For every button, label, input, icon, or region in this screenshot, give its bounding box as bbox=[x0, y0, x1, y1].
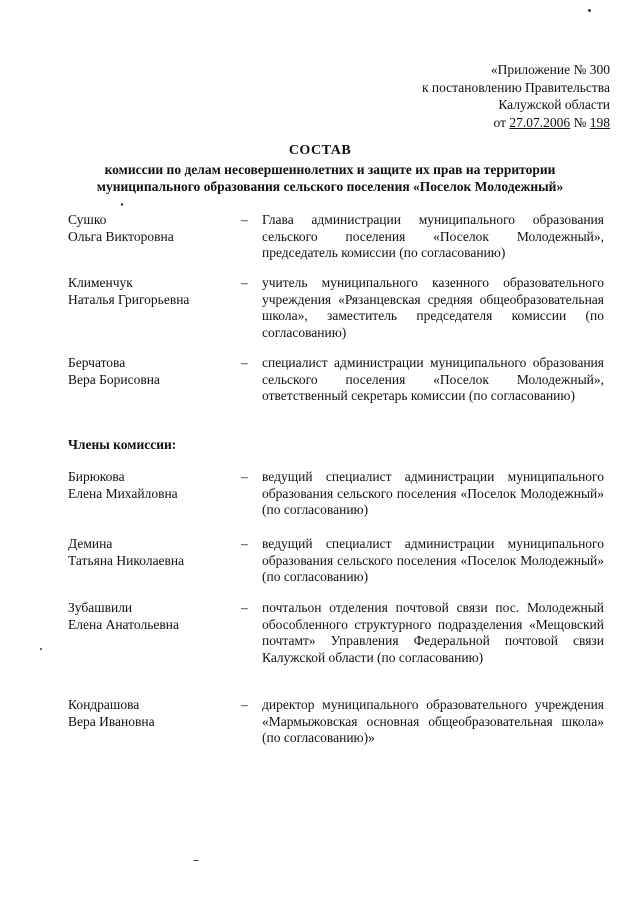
appendix-number: 198 bbox=[589, 114, 610, 130]
dash: – bbox=[241, 275, 248, 290]
given-names: Ольга Викторовна bbox=[68, 228, 174, 244]
given-names: Татьяна Николаевна bbox=[68, 552, 185, 568]
role-description: ведущий специалист администрации муниципального образования сельского поселения «Поселок Молодежный» (по согласованию) bbox=[262, 469, 604, 517]
surname: Демина bbox=[68, 536, 113, 551]
surname: Бирюкова bbox=[68, 469, 125, 484]
members-heading: Члены комиссии: bbox=[68, 437, 177, 452]
scan-speck bbox=[121, 203, 123, 206]
surname: Сушко bbox=[68, 212, 107, 227]
dash: – bbox=[241, 697, 248, 712]
person-name bbox=[68, 697, 238, 730]
given-names: Елена Анатольевна bbox=[68, 616, 179, 632]
given-names: Елена Михайловна bbox=[68, 485, 178, 501]
role-description: ведущий специалист администрации муниципального образования сельского поселения «Поселок Молодежный» (по согласованию) bbox=[262, 536, 604, 584]
date-prefix: от bbox=[493, 114, 510, 130]
person-name bbox=[68, 469, 238, 502]
appendix-block bbox=[350, 61, 610, 131]
surname: Берчатова bbox=[68, 355, 126, 370]
role-description: специалист администрации муниципального образования сельского поселения «Поселок Молодежный», ответственный секретарь комиссии (по согласованию) bbox=[262, 355, 604, 403]
document-title: СОСТАВ bbox=[288, 143, 352, 158]
role-description: Глава администрации муниципального образования сельского поселения «Поселок Молодежный», председатель комиссии (по согласованию) bbox=[262, 212, 604, 260]
person-name bbox=[68, 355, 238, 388]
surname: Зубашвили bbox=[68, 600, 133, 615]
given-names: Вера Борисовна bbox=[68, 371, 160, 387]
dash: – bbox=[241, 600, 248, 615]
dash: – bbox=[241, 355, 248, 370]
scan-speck bbox=[40, 648, 42, 650]
surname: Кондрашова bbox=[68, 697, 140, 712]
person-name bbox=[68, 212, 238, 245]
appendix-line: «Приложение № 300 bbox=[490, 62, 610, 77]
role-description: учитель муниципального казенного образовательного учреждения «Рязанцевская средняя общеобразовательная школа», заместитель председателя комиссии (по согласованию) bbox=[262, 275, 604, 340]
person-name bbox=[68, 536, 238, 569]
surname: Клименчук bbox=[68, 275, 133, 290]
dash: – bbox=[241, 469, 248, 484]
appendix-date-line bbox=[350, 114, 610, 132]
dash: – bbox=[241, 212, 248, 227]
person-name bbox=[68, 275, 238, 308]
scan-speck bbox=[588, 9, 591, 12]
given-names: Наталья Григорьевна bbox=[68, 291, 190, 307]
number-prefix: № bbox=[570, 114, 590, 130]
given-names: Вера Ивановна bbox=[68, 713, 155, 729]
dash: – bbox=[241, 536, 248, 551]
appendix-date: 27.07.2006 bbox=[509, 114, 571, 130]
appendix-line: к постановлению Правительства bbox=[421, 79, 610, 95]
person-name bbox=[68, 600, 238, 633]
role-description: директор муниципального образовательного учреждения «Мармыжовская основная общеобразовательная школа» (по согласованию)» bbox=[262, 697, 604, 745]
appendix-line: Калужской области bbox=[498, 97, 610, 112]
role-description: почтальон отделения почтовой связи пос. Молодежный обособленного структурного подразделения «Мещовский почтамт» Управления Федеральной почтовой связи Калужской области (по согласованию) bbox=[262, 600, 604, 665]
scan-speck bbox=[193, 860, 199, 861]
document-subtitle: комиссии по делам несовершеннолетних и защите их прав на территории муниципального образования сельского поселения «Поселок Молодежный» bbox=[96, 162, 564, 194]
